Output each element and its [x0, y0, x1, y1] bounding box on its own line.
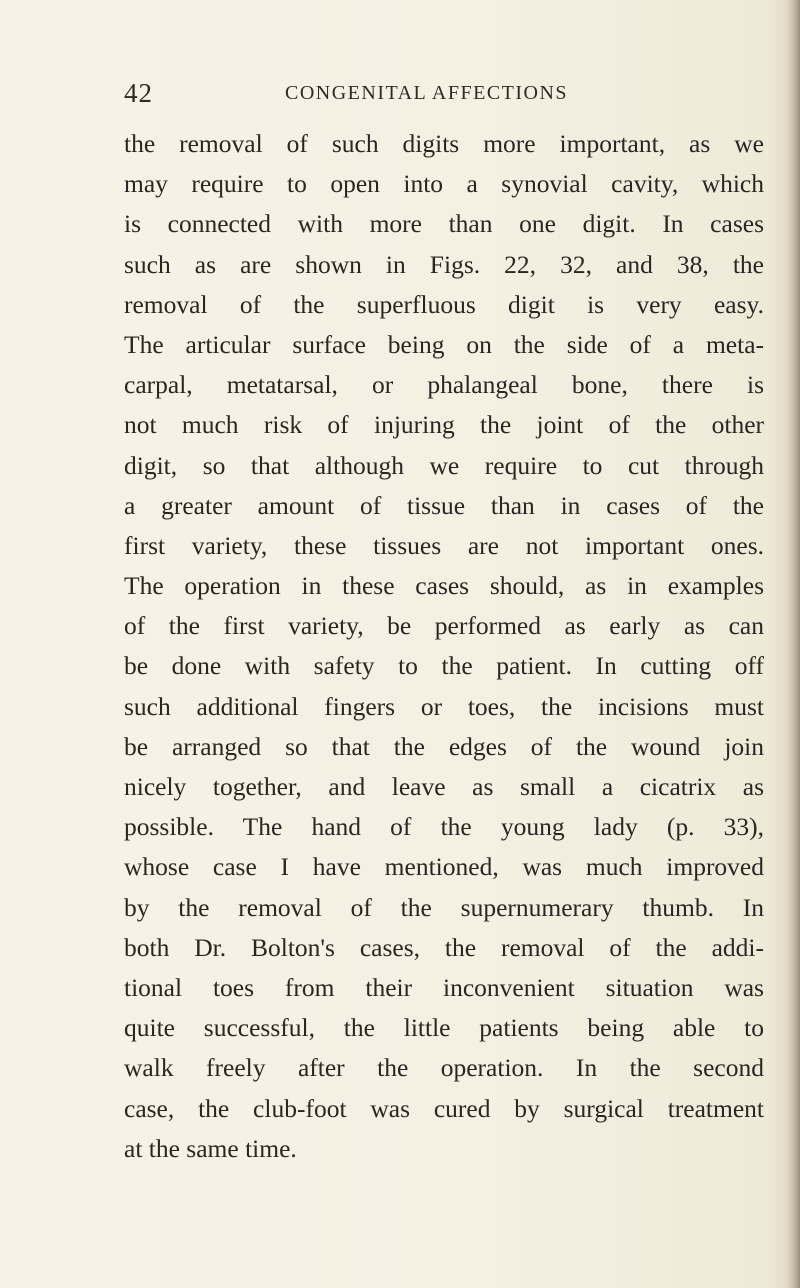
text-line: whose case I have mentioned, was much improved [124, 852, 764, 882]
text-line: digit, so that although we require to cut through [124, 450, 764, 480]
text-line: may require to open into a synovial cavity, which [124, 169, 764, 199]
text-line: tional toes from their inconvenient situation was [124, 972, 764, 1002]
text-line: a greater amount of tissue than in cases of the [124, 490, 764, 520]
text-line: such additional fingers or toes, the incisions must [124, 691, 764, 721]
text-line: the removal of such digits more important, as we [124, 129, 764, 158]
text-line: be done with safety to the patient. In cutting off [124, 651, 764, 681]
page-number: 42 [124, 78, 153, 108]
text-line: be arranged so that the edges of the wound join [124, 731, 764, 761]
text-line: case, the club-foot was cured by surgical treatment [124, 1093, 764, 1123]
text-line: nicely together, and leave as small a cicatrix as [124, 772, 764, 801]
text-line: of the first variety, be performed as early as can [124, 611, 764, 641]
text-line: is connected with more than one digit. In cases [124, 209, 764, 239]
text-line: carpal, metatarsal, or phalangeal bone, there is [124, 370, 764, 400]
text-line: not much risk of injuring the joint of the other [124, 410, 764, 440]
text-line: both Dr. Bolton's cases, the removal of the addi- [124, 932, 764, 962]
running-head: CONGENITAL AFFECTIONS [285, 82, 569, 104]
text-line: The operation in these cases should, as in examples [124, 571, 764, 601]
text-line: at the same time. [124, 1133, 297, 1163]
text-line: The articular surface being on the side of a meta- [124, 329, 764, 359]
text-line: walk freely after the operation. In the second [124, 1053, 764, 1083]
text-line: removal of the superfluous digit is very easy. [124, 289, 764, 319]
text-line: quite successful, the little patients being able to [124, 1013, 764, 1043]
text-line: by the removal of the supernumerary thumb. In [124, 892, 764, 922]
text-line: first variety, these tissues are not important ones. [124, 530, 764, 560]
body-text [124, 124, 764, 1169]
text-line: possible. The hand of the young lady (p. 33), [124, 812, 764, 842]
page-header [0, 78, 800, 118]
text-line: such as are shown in Figs. 22, 32, and 38, the [124, 249, 764, 279]
page-edge-shadow [786, 0, 800, 1288]
